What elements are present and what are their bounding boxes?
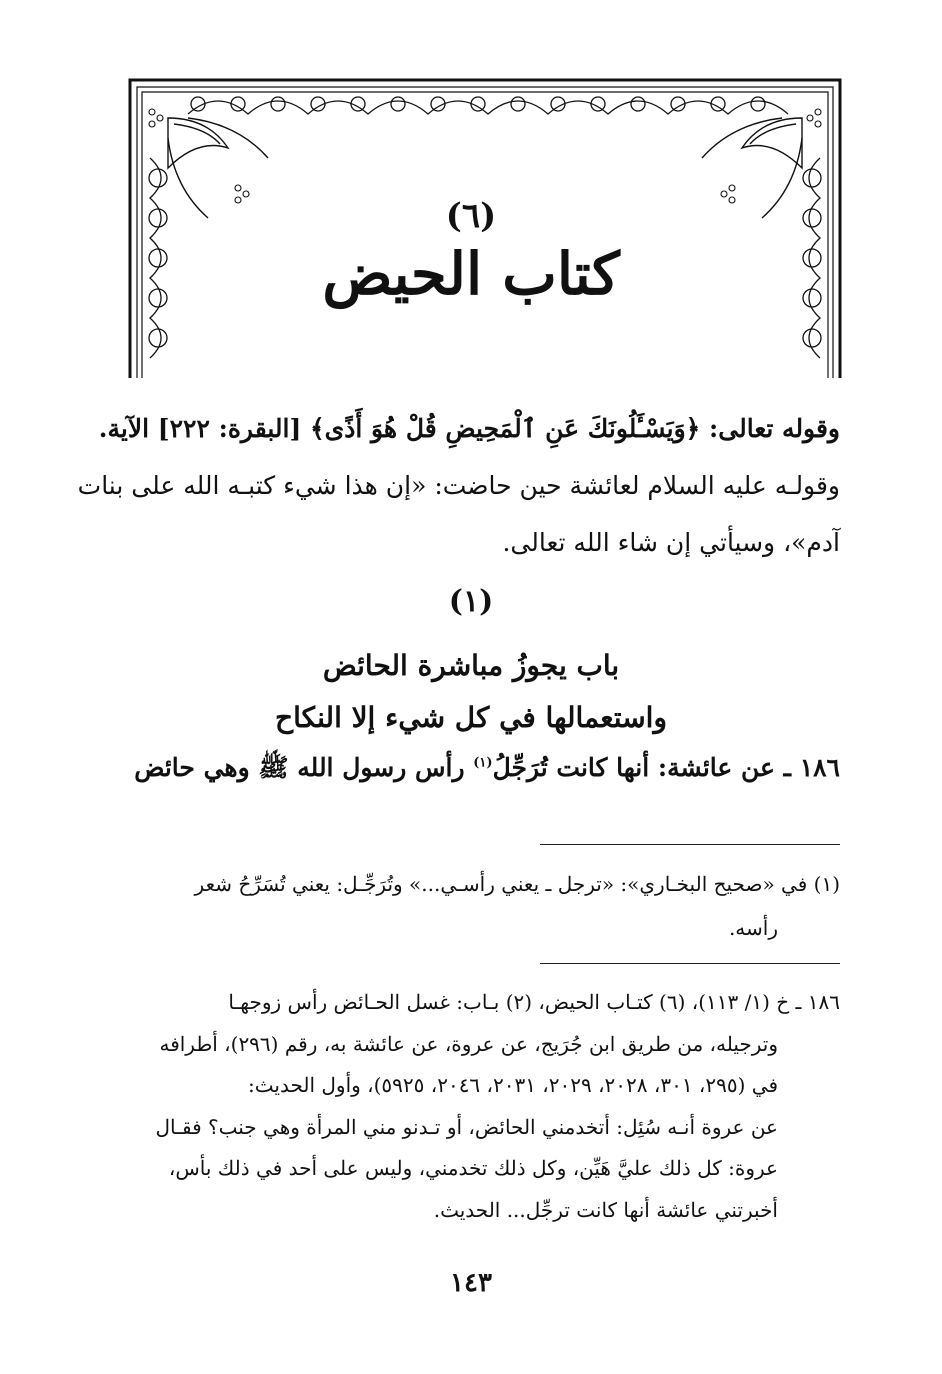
takhrij-line-4: عن عروة أنـه سُئِل: أتخدمني الحائض، أو تـدنو مني المرأة وهي جنب؟ فقـال [155, 1114, 778, 1139]
hadith-text [128, 752, 840, 789]
footnote-line-2: رأسه. [728, 916, 778, 940]
chapter-title: كتاب الحيض [322, 240, 620, 308]
section-title [0, 640, 942, 744]
section-number: (١) [448, 584, 494, 619]
takhrij-line-3: في (٢٩٥، ٣٠١، ٢٠٢٨، ٢٠٢٩، ٢٠٣١، ٢٠٤٦، ٥٩٢٥)، وأول الحديث: [248, 1073, 778, 1097]
section-title-line-2: واستعمالها في كل شيء إلا النكاح [275, 701, 667, 734]
footnote-line-1: (١) في «صحيح البخـاري»: «ترجل ـ يعني رأسـي...» وتُرَجِّـل: يعني تُسَرِّحُ شعر [194, 872, 840, 896]
takhrij-line-2: وترجيله، من طريق ابن جُرَيج، عن عروة، عن عائشة به، رقم (٢٩٦)، أطرافه [159, 1031, 778, 1056]
takhrij-note [128, 982, 840, 1231]
section-title-line-1: باب يجوزُ مباشرة الحائض [322, 649, 620, 682]
takhrij-line-5: عروة: كل ذلك عليَّ هَيِّن، وكل ذلك تخدمني، وليس على أحد في ذلك بأس، [168, 1156, 778, 1180]
intro-line-1: وقوله تعالى: ﴿وَيَسْـَٔلُونَكَ عَنِ ٱلْمَحِيضِ قُلْ هُوَ أَذًى﴾ [البقرة: ٢٢٢] الآية. [98, 414, 840, 443]
page-number: ١٤٣ [450, 1268, 492, 1298]
takhrij-line-6: أخبرتني عائشة أنها كانت ترجِّل... الحديث. [433, 1197, 778, 1222]
intro-paragraph [77, 400, 840, 571]
hadith-text-start: ١٨٦ ـ عن عائشة: أنها كانت تُرَجِّلُ [492, 753, 840, 782]
hadith-text-end: رأس رسول الله ﷺ وهي حائض [134, 753, 474, 782]
footnote-marker: (١) [473, 755, 493, 771]
footnote-divider [540, 844, 840, 845]
takhrij-divider [540, 963, 840, 964]
intro-line-3: آدم»، وسيأتي إن شاء الله تعالى. [502, 528, 840, 557]
intro-line-2: وقولـه عليه السلام لعائشة حين حاضت: «إن هذا شيء كتبـه الله على بنات [77, 471, 840, 500]
footnote [128, 862, 840, 950]
chapter-number: (٦) [445, 196, 497, 236]
takhrij-line-1: ١٨٦ ـ خ (١/ ١١٣)، (٦) كتـاب الحيض، (٢) بـاب: غسل الحـائض رأس زوجهـا [228, 990, 840, 1014]
